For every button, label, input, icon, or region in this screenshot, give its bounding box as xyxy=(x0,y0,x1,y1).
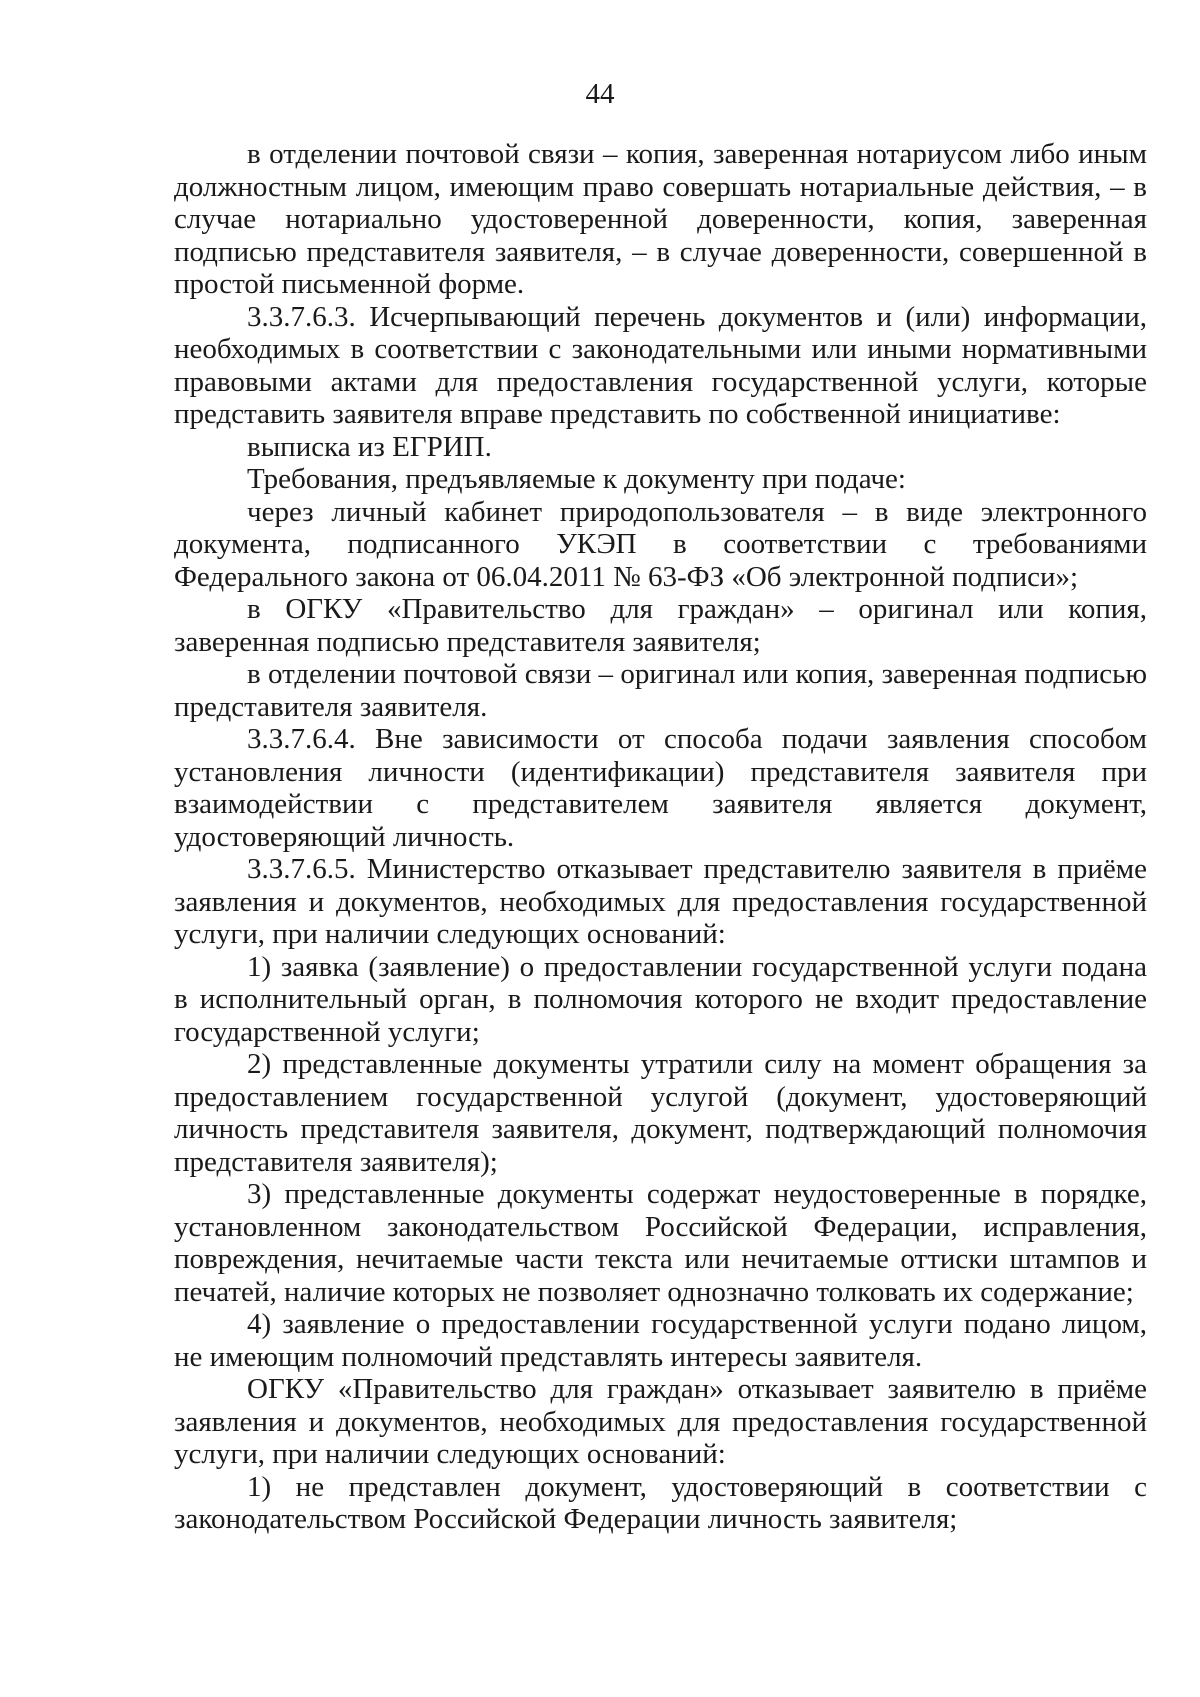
paragraph-postal-copy: в отделении почтовой связи – копия, заверенная нотариусом либо иным должностным лицом, имеющим право совершать нотариальные действия, – в случае нотариально удостоверенной доверенности, копия, заверенная подписью представителя заявителя, – в случае доверенности, совершенной в простой письменной форме. xyxy=(174,138,1147,300)
page-number: 44 xyxy=(585,78,615,110)
document-body xyxy=(174,138,1147,1536)
list-item-2: 2) представленные документы утратили силу на момент обращения за предоставлением государственной услугой (документ, удостоверяющий личность представителя заявителя, документ, подтверждающий полномочия представителя заявителя); xyxy=(174,1048,1147,1178)
paragraph-postal-original: в отделении почтовой связи – оригинал или копия, заверенная подписью представителя заявителя. xyxy=(174,658,1147,723)
paragraph-personal-account: через личный кабинет природопользователя – в виде электронного документа, подписанного УКЭП в соответствии с требованиями Федерального закона от 06.04.2011 № 63-ФЗ «Об электронной подписи»; xyxy=(174,495,1147,593)
paragraph-requirements: Требования, предъявляемые к документу при подаче: xyxy=(247,463,906,495)
list-item-ogku-1: 1) не представлен документ, удостоверяющий в соответствии с законодательством Российской Федерации личность заявителя; xyxy=(174,1470,1147,1535)
paragraph-3-3-7-6-4: 3.3.7.6.4. Вне зависимости от способа подачи заявления способом установления личности (идентификации) представителя заявителя при взаимодействии с представителем заявителя является документ, удостоверяющий личность. xyxy=(174,723,1147,853)
paragraph-3-3-7-6-3: 3.3.7.6.3. Исчерпывающий перечень документов и (или) информации, необходимых в соответствии с законодательными или иными нормативными правовыми актами для предоставления государственной услуги, которые представить заявителя вправе представить по собственной инициативе: xyxy=(174,300,1147,430)
list-item-3: 3) представленные документы содержат неудостоверенные в порядке, установленном законодательством Российской Федерации, исправления, повреждения, нечитаемые части текста или нечитаемые оттиски штампов и печатей, наличие которых не позволяет однозначно толковать их содержание; xyxy=(174,1178,1147,1308)
paragraph-ogku: в ОГКУ «Правительство для граждан» – оригинал или копия, заверенная подписью представителя заявителя; xyxy=(174,593,1147,658)
list-item-4: 4) заявление о предоставлении государственной услуги подано лицом, не имеющим полномочий представлять интересы заявителя. xyxy=(174,1308,1147,1373)
paragraph-ogku-refusal: ОГКУ «Правительство для граждан» отказывает заявителю в приёме заявления и документов, необходимых для предоставления государственной услуги, при наличии следующих оснований: xyxy=(174,1373,1147,1470)
list-item-1: 1) заявка (заявление) о предоставлении государственной услуги подана в исполнительный орган, в полномочия которого не входит предоставление государственной услуги; xyxy=(174,950,1147,1048)
paragraph-3-3-7-6-5: 3.3.7.6.5. Министерство отказывает представителю заявителя в приёме заявления и документов, необходимых для предоставления государственной услуги, при наличии следующих оснований: xyxy=(174,853,1147,950)
paragraph-egrip-extract: выписка из ЕГРИП. xyxy=(247,430,492,463)
